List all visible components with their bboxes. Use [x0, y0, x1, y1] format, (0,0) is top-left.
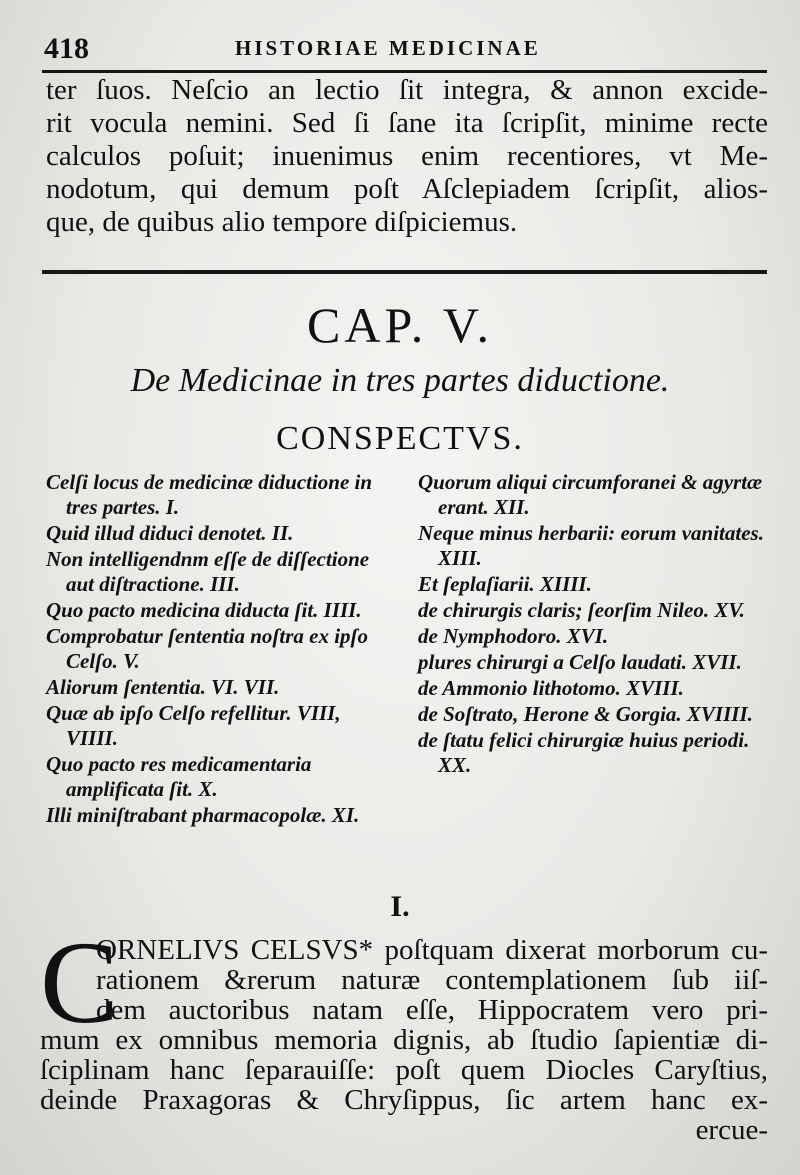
continued-paragraph	[46, 74, 768, 239]
text-line: ter ſuos. Neſcio an lectio ſit integra, & annon excide-	[46, 74, 768, 106]
conspectus-entry: Neque minus herbarii: eorum vanitates. XIII.	[418, 521, 764, 570]
conspectus-entry: Illi miniſtrabant pharmacopolæ. XI.	[46, 803, 360, 827]
text-line: ſciplinam hanc ſeparauiſſe: poſt quem Diocles Caryſtius,	[40, 1054, 768, 1086]
conspectus-left-column	[46, 470, 396, 829]
conspectus-entry: Quo pacto medicina diducta ſit. IIII.	[46, 598, 362, 622]
text-line: rationem &rerum naturæ contemplationem ſub iiſ-	[96, 964, 768, 996]
conspectus-heading: CONSPECTVS.	[276, 420, 524, 457]
conspectus-entry: de Nymphodoro. XVI.	[418, 624, 609, 648]
section-body	[40, 917, 768, 1146]
drop-cap: C	[40, 917, 119, 1048]
page-number: 418	[44, 32, 89, 65]
conspectus-entry: de Ammonio lithotomo. XVIII.	[418, 676, 684, 700]
chapter-title: CAP. V.	[307, 297, 493, 353]
running-title: HISTORIAE MEDICINAE	[235, 36, 541, 60]
text-line: ORNELIVS CELSVS* poſtquam dixerat morborum cu-	[96, 934, 768, 966]
conspectus-entry: Quo pacto res medicamentaria amplificata ſit. X.	[46, 752, 312, 801]
text-line: mum ex omnibus memoria dignis, ab ſtudio ſapientiæ di-	[40, 1024, 768, 1056]
text-line: nodotum, qui demum poſt Aſclepiadem ſcripſit, alios-	[46, 173, 768, 205]
conspectus-entry: de chirurgis claris; ſeorſim Nileo. XV.	[418, 598, 745, 622]
conspectus-entry: plures chirurgi a Celſo laudati. XVII.	[418, 650, 742, 674]
conspectus-entry: Quorum aliqui circumforanei & agyrtæ erant. XII.	[418, 470, 763, 519]
conspectus-entry: Quid illud diduci denotet. II.	[46, 521, 294, 545]
section-numeral: I.	[390, 890, 410, 923]
conspectus-entry: Comprobatur ſententia noſtra ex ipſo Celſo. V.	[46, 624, 369, 673]
conspectus-entry: Et ſeplaſiarii. XIIII.	[418, 572, 592, 596]
text-line: que, de quibus alio tempore diſpiciemus.	[46, 206, 518, 238]
conspectus-right-column	[418, 470, 766, 779]
catchword: ercue-	[695, 1114, 768, 1146]
conspectus-entry: Quæ ab ipſo Celſo refellitur. VIII, VIIII.	[46, 701, 341, 750]
page-header	[40, 28, 770, 68]
chapter-subtitle: De Medicinae in tres partes diductione.	[130, 362, 670, 399]
text-line: deinde Praxagoras & Chryſippus, ſic artem hanc ex-	[40, 1084, 768, 1116]
conspectus-entry: de ſtatu felici chirurgiæ huius periodi. XX.	[418, 728, 750, 777]
conspectus-entry: Non intelligendnm eſſe de diſſectione aut diſtractione. III.	[46, 547, 370, 596]
conspectus-entry: Celſi locus de medicinæ diductione in tres partes. I.	[46, 470, 373, 519]
conspectus-entry: de Soſtrato, Herone & Gorgia. XVIIII.	[418, 702, 753, 726]
text-line: calculos poſuit; inuenimus enim recentiores, vt Me-	[46, 140, 768, 172]
conspectus-entry: Aliorum ſententia. VI. VII.	[46, 675, 280, 699]
section-divider-rule	[42, 270, 767, 274]
text-line: rit vocula nemini. Sed ſi ſane ita ſcripſit, minime recte	[46, 107, 768, 139]
text-line: dem auctoribus natam eſſe, Hippocratem vero pri-	[96, 994, 768, 1026]
header-rule	[42, 70, 767, 73]
